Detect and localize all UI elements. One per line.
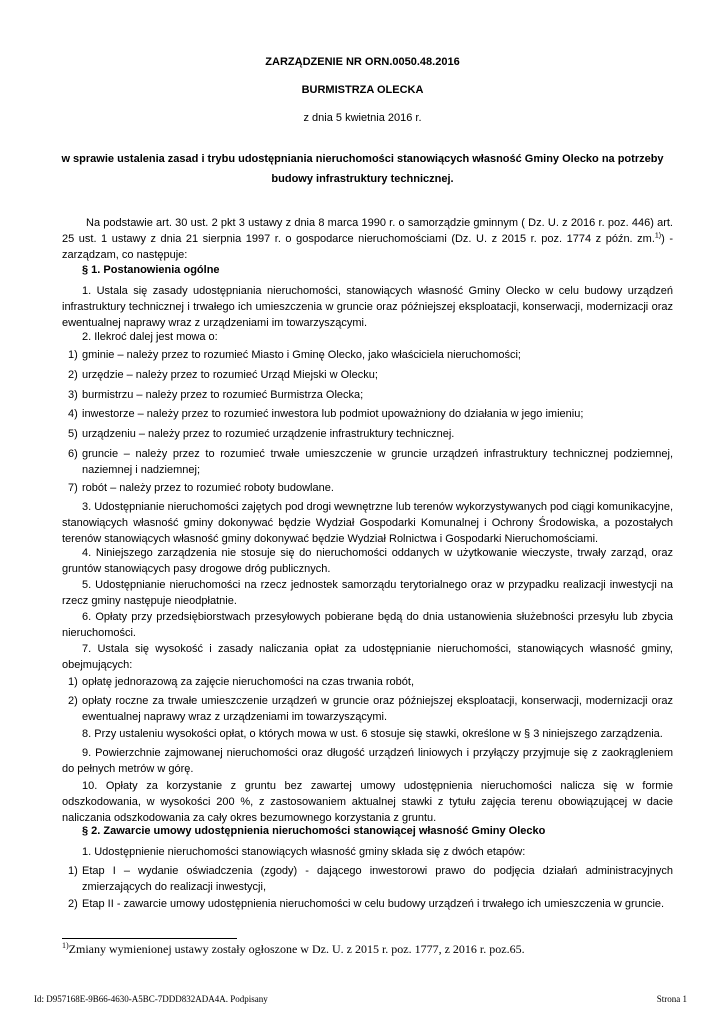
definition-item <box>62 348 673 364</box>
item-text: Etap II - zawarcie umowy udostępnienia nieruchomości w celu budowy urządzeń i trwałego ich umieszczenia w gruncie. <box>82 898 665 910</box>
preamble-text-end: ) - zarządzam, co następuje: <box>62 232 673 261</box>
section-2-heading: § 2. Zawarcie umowy udostępnienia nieruchomości stanowiącej własność Gminy Olecko <box>82 825 546 837</box>
issuer: BURMISTRZA OLECKA <box>301 84 424 96</box>
item-text: inwestorze – należy przez to rozumieć inwestora lub podmiot upoważniony do działania w jego imieniu; <box>82 408 584 420</box>
item-number: 4) <box>68 408 78 420</box>
footnote-ref[interactable]: 1) <box>654 232 662 240</box>
section-2-paragraph-1: 1. Udostępnienie nieruchomości stanowiących własność gminy składa się z dwóch etapów: <box>82 846 526 858</box>
definition-item <box>62 447 673 479</box>
definition-item <box>62 407 673 423</box>
item-text: robót – należy przez to rozumieć roboty budowlane. <box>82 482 334 494</box>
footnote <box>62 942 525 957</box>
paragraph-10: 10. Opłaty za korzystanie z gruntu bez zawartej umowy udostępnienia nieruchomości nalicza się w formie odszkodowania, w wysokości 200 %, z zastosowaniem aktualnej stawki z tytułu zajęcia terenu obowiązującej w dacie naliczania odszkodowania za cały okres bezumownego korzystania z gruntu. <box>62 780 673 824</box>
paragraph-2: 2. Ilekroć dalej jest mowa o: <box>82 331 218 343</box>
item-number: 2) <box>68 898 78 910</box>
item-number: 1) <box>68 349 78 361</box>
document-title: ZARZĄDZENIE NR ORN.0050.48.2016 <box>265 56 460 68</box>
document-id: Id: D957168E-9B66-4630-A5BC-7DDD832ADA4A. Podpisany <box>34 994 268 1004</box>
paragraph-9: 9. Powierzchnie zajmowanej nieruchomości oraz długość urządzeń liniowych i przyłączy przyjmuje się z zaokrągleniem do pełnych metrów w górę. <box>62 747 673 775</box>
item-text: burmistrzu – należy przez to rozumieć Burmistrza Olecka; <box>82 389 364 401</box>
definition-item <box>62 481 673 497</box>
item-number: 2) <box>68 369 78 381</box>
paragraph-8: 8. Przy ustaleniu wysokości opłat, o których mowa w ust. 6 stosuje się stawki, określone w § 3 niniejszego zarządzenia. <box>82 728 663 740</box>
paragraph-7: 7. Ustala się wysokość i zasady naliczania opłat za udostępnianie nieruchomości, stanowiących własność gminy, obejmujących: <box>62 643 673 671</box>
section-1-heading: § 1. Postanowienia ogólne <box>82 264 220 276</box>
item-text: opłaty roczne za trwałe umieszczenie urządzeń w gruncie oraz późniejszej eksploatacji, konserwacji, modernizacji oraz ewentualnej naprawy wraz z urządzeniami im towarzyszącymi. <box>82 695 673 723</box>
stage-item <box>62 864 673 896</box>
item-number: 1) <box>68 676 78 688</box>
item-number: 5) <box>68 428 78 440</box>
item-text: Etap I – wydanie oświadczenia (zgody) - dającego inwestorowi prawo do podjęcia działań administracyjnych zmierzających do realizacji inwestycji, <box>82 865 673 893</box>
paragraph-3: 3. Udostępnianie nieruchomości zajętych pod drogi wewnętrzne lub terenów wykorzystywanych pod ciągi komunikacyjne, stanowiących własność gminy dokonywać będzie Wydział Gospodarki Komunalnej i Ochrony Środowiska, a pozostałych terenów stanowiących własność gminy dokonywać będzie Wydział Rolnictwa i Gospodarki Nieruchomościami. <box>62 501 673 545</box>
item-number: 2) <box>68 695 78 707</box>
page-number: Strona 1 <box>656 994 687 1004</box>
subject-line-1: w sprawie ustalenia zasad i trybu udostępniania nieruchomości stanowiących własność Gminy Olecko na potrzeby <box>61 153 664 165</box>
footnote-text: Zmiany wymienionej ustawy zostały ogłoszone w Dz. U. z 2015 r. poz. 1777, z 2016 r. poz.65. <box>68 942 525 956</box>
preamble <box>62 216 673 263</box>
fee-item <box>62 675 673 691</box>
definition-item <box>62 388 673 404</box>
fee-item <box>62 694 673 726</box>
item-text: urządzeniu – należy przez to rozumieć urządzenie infrastruktury technicznej. <box>82 428 455 440</box>
item-number: 6) <box>68 448 78 460</box>
paragraph-6: 6. Opłaty przy przedsiębiorstwach przesyłowych pobierane będą do dnia ustanowienia służebności przesyłu lub zbycia nieruchomości. <box>62 611 673 639</box>
item-text: urzędzie – należy przez to rozumieć Urząd Miejski w Olecku; <box>82 369 378 381</box>
item-text: gminie – należy przez to rozumieć Miasto i Gminę Olecko, jako właściciela nieruchomości; <box>82 349 521 361</box>
item-text: gruncie – należy przez to rozumieć trwałe umieszczenie w gruncie urządzeń infrastruktury technicznej podziemnej, naziemnej i nadziemnej; <box>82 448 673 476</box>
preamble-text: Na podstawie art. 30 ust. 2 pkt 3 ustawy z dnia 8 marca 1990 r. o samorządzie gminnym ( Dz. U. z 2016 r. poz. 446) art. 25 ust. 1 ustawy z dnia 21 sierpnia 1997 r. o gospodarce nieruchomościami (Dz. U. z 2015 r. poz. 1774 z późn. zm. <box>62 217 673 245</box>
footnote-mark: 1) <box>62 941 69 950</box>
paragraph-1: 1. Ustala się zasady udostępniania nieruchomości, stanowiących własność Gminy Olecko w celu budowy urządzeń infrastruktury technicznej i trwałego ich umieszczenia w gruncie oraz późniejszej eksploatacji, konserwacji, modernizacji oraz ewentualnej naprawy wraz z urządzeniami im towarzyszącymi. <box>62 285 673 329</box>
paragraph-5: 5. Udostępnianie nieruchomości na rzecz jednostek samorządu terytorialnego oraz w przypadku realizacji inwestycji na rzecz gminy następuje nieodpłatnie. <box>62 579 673 607</box>
item-number: 7) <box>68 482 78 494</box>
definition-item <box>62 427 673 443</box>
subject-line-2: budowy infrastruktury technicznej. <box>271 173 454 185</box>
document-date: z dnia 5 kwietnia 2016 r. <box>303 112 422 124</box>
stage-item <box>62 897 673 913</box>
definition-item <box>62 368 673 384</box>
item-number: 3) <box>68 389 78 401</box>
footnote-divider <box>62 938 237 939</box>
item-text: opłatę jednorazową za zajęcie nieruchomości na czas trwania robót, <box>82 676 415 688</box>
paragraph-4: 4. Niniejszego zarządzenia nie stosuje się do nieruchomości oddanych w użytkowanie wieczyste, trwały zarząd, oraz gruntów stanowiących pasy drogowe dróg publicznych. <box>62 547 673 575</box>
item-number: 1) <box>68 865 78 877</box>
